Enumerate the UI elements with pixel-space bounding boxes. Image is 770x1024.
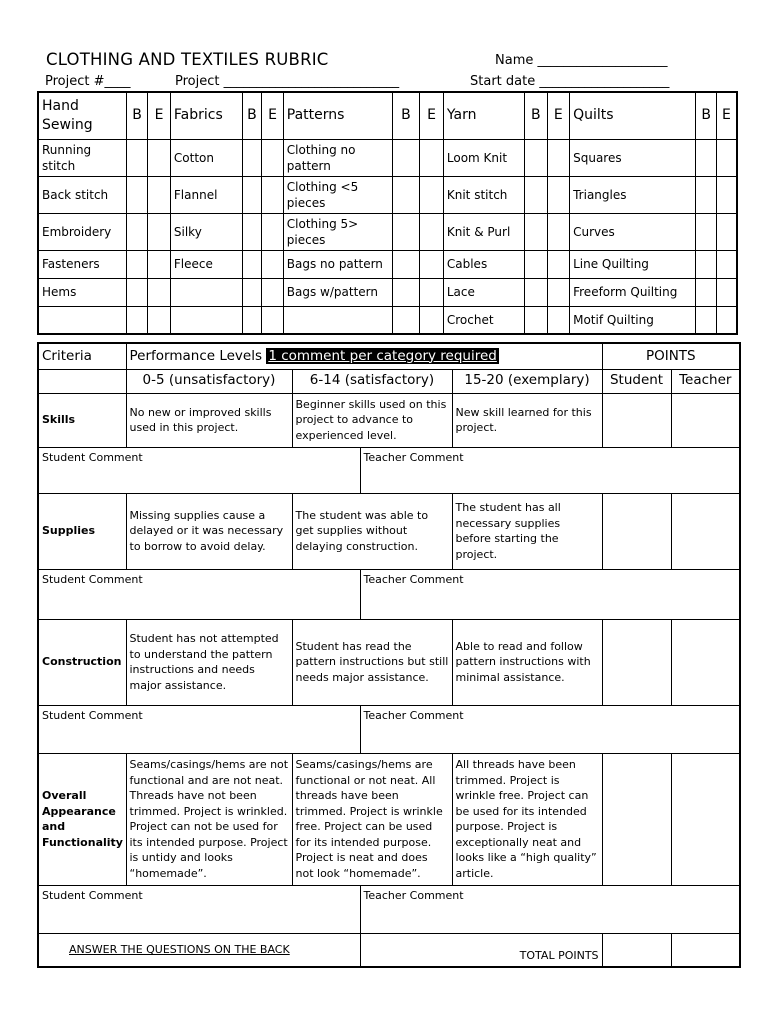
comment-row [38,447,740,493]
skill-item: Line Quilting [570,250,696,278]
points-header: POINTS [602,343,740,369]
skills-row [38,250,737,278]
b-checkbox[interactable] [392,139,420,176]
comment-row [38,705,740,753]
level-desc: The student was able to get supplies without delaying construction. [292,493,452,569]
e-checkbox[interactable] [547,139,570,176]
b-checkbox[interactable] [242,139,262,176]
b-checkbox[interactable] [696,250,717,278]
b-checkbox[interactable] [126,250,148,278]
category-header-fabrics: Fabrics [170,92,242,139]
level-desc: Beginner skills used on this project to advance to experienced level. [292,393,452,447]
e-checkbox[interactable] [716,278,737,306]
performance-levels-header [126,343,602,369]
student-comment-box[interactable]: Student Comment [38,447,360,493]
e-checkbox[interactable] [716,213,737,250]
criteria-header: Criteria [38,343,126,369]
criterion-row-supplies [38,493,740,569]
skill-item: Bags w/pattern [283,278,392,306]
skill-item: Motif Quilting [570,306,696,334]
level-satisfactory: 6-14 (satisfactory) [292,369,452,393]
criterion-name: Supplies [38,493,126,569]
student-points-cell[interactable] [602,393,671,447]
b-checkbox[interactable] [392,250,420,278]
criterion-row-construction [38,619,740,705]
skill-item: Embroidery [38,213,126,250]
e-checkbox[interactable] [420,139,444,176]
teacher-points-cell[interactable] [671,753,740,885]
footer-note-cell [38,933,360,967]
e-checkbox[interactable] [420,213,444,250]
student-comment-box[interactable]: Student Comment [38,705,360,753]
level-unsatisfactory: 0-5 (unsatisfactory) [126,369,292,393]
level-desc: Seams/casings/hems are functional or not neat. All threads have been trimmed. Project is wrinkle free. Project can be used for its intended purpose. Project is neat and does not look “homemade”. [292,753,452,885]
student-points-cell[interactable] [602,753,671,885]
e-checkbox[interactable] [716,306,737,334]
skill-item: Crochet [443,306,524,334]
project-field[interactable]: Project ___________________________ [175,74,400,89]
e-checkbox[interactable] [262,278,284,306]
b-checkbox[interactable] [524,139,547,176]
e-checkbox[interactable] [262,306,284,334]
skills-row [38,278,737,306]
e-checkbox[interactable] [148,306,171,334]
skill-item: Freeform Quilting [570,278,696,306]
teacher-comment-box[interactable]: Teacher Comment [360,705,740,753]
level-exemplary: 15-20 (exemplary) [452,369,602,393]
answer-back-note: ANSWER THE QUESTIONS ON THE BACK [69,943,290,956]
skill-item [38,306,126,334]
skill-item: Bags no pattern [283,250,392,278]
b-checkbox[interactable] [392,306,420,334]
e-checkbox[interactable] [262,250,284,278]
b-checkbox[interactable] [392,278,420,306]
teacher-points-cell[interactable] [671,493,740,569]
skill-item: Silky [170,213,242,250]
skill-item: Clothing <5 pieces [283,176,392,213]
level-desc: Able to read and follow pattern instructions with minimal assistance. [452,619,602,705]
skills-row [38,306,737,334]
teacher-comment-box[interactable]: Teacher Comment [360,569,740,619]
e-header: E [547,92,570,139]
e-checkbox[interactable] [716,176,737,213]
criterion-row-skills [38,393,740,447]
skill-item: Fasteners [38,250,126,278]
criterion-row-overall [38,753,740,885]
student-comment-box[interactable]: Student Comment [38,885,360,933]
b-header: B [392,92,420,139]
e-checkbox[interactable] [547,278,570,306]
e-checkbox[interactable] [148,278,171,306]
category-header-quilts: Quilts [570,92,696,139]
e-checkbox[interactable] [547,176,570,213]
skill-item: Knit & Purl [443,213,524,250]
category-header-patterns: Patterns [283,92,392,139]
skill-item: Hems [38,278,126,306]
b-checkbox[interactable] [696,278,717,306]
e-header: E [420,92,444,139]
e-checkbox[interactable] [547,213,570,250]
teacher-comment-box[interactable]: Teacher Comment [360,885,740,933]
project-number-field[interactable]: Project #____ [45,74,131,89]
skill-item: Loom Knit [443,139,524,176]
e-checkbox[interactable] [420,306,444,334]
b-checkbox[interactable] [126,139,148,176]
b-header: B [524,92,547,139]
skill-item: Curves [570,213,696,250]
b-checkbox[interactable] [696,176,717,213]
skill-item: Back stitch [38,176,126,213]
e-checkbox[interactable] [148,213,171,250]
criterion-name: Construction [38,619,126,705]
b-checkbox[interactable] [696,139,717,176]
start-date-field[interactable]: Start date ____________________ [470,74,670,89]
teacher-total-cell[interactable] [671,933,740,967]
blank-cell [38,369,126,393]
rubric-header-row [38,343,740,369]
b-header: B [696,92,717,139]
b-checkbox[interactable] [392,213,420,250]
e-header: E [716,92,737,139]
total-row [38,933,740,967]
e-checkbox[interactable] [716,139,737,176]
student-comment-box[interactable]: Student Comment [38,569,360,619]
b-checkbox[interactable] [242,278,262,306]
skill-item: Flannel [170,176,242,213]
e-checkbox[interactable] [420,250,444,278]
page-title: CLOTHING AND TEXTILES RUBRIC [46,50,329,69]
skill-item: Fleece [170,250,242,278]
teacher-points-cell[interactable] [671,619,740,705]
b-checkbox[interactable] [524,176,547,213]
b-checkbox[interactable] [696,306,717,334]
category-header-hand-sewing: Hand Sewing [38,92,126,139]
skill-item: Clothing no pattern [283,139,392,176]
e-checkbox[interactable] [547,306,570,334]
rubric-table [37,342,741,968]
skills-row [38,213,737,250]
level-desc: Student has not attempted to understand the pattern instructions and needs major assistance. [126,619,292,705]
skills-row [38,176,737,213]
level-desc: All threads have been trimmed. Project is wrinkle free. Project can be used for its intended purpose. Project is exceptionally neat and looks like a “high quality” article. [452,753,602,885]
comment-row [38,885,740,933]
e-checkbox[interactable] [420,176,444,213]
skill-item: Running stitch [38,139,126,176]
skill-item: Squares [570,139,696,176]
name-field[interactable]: Name ____________________ [495,53,668,68]
skill-item [170,306,242,334]
b-checkbox[interactable] [242,250,262,278]
level-desc: No new or improved skills used in this project. [126,393,292,447]
b-checkbox[interactable] [242,213,262,250]
b-checkbox[interactable] [524,213,547,250]
skill-item [283,306,392,334]
teacher-comment-box[interactable]: Teacher Comment [360,447,740,493]
student-points-cell[interactable] [602,493,671,569]
teacher-points-header: Teacher [671,369,740,393]
b-checkbox[interactable] [126,213,148,250]
b-checkbox[interactable] [392,176,420,213]
b-checkbox[interactable] [126,306,148,334]
e-checkbox[interactable] [148,176,171,213]
skill-item: Knit stitch [443,176,524,213]
e-header: E [262,92,284,139]
b-checkbox[interactable] [524,306,547,334]
b-checkbox[interactable] [242,176,262,213]
b-checkbox[interactable] [242,306,262,334]
e-checkbox[interactable] [420,278,444,306]
performance-levels-label: Performance Levels [129,347,263,364]
comment-row [38,569,740,619]
skills-row [38,139,737,176]
criterion-name: Overall Appearance and Functionality [38,753,126,885]
criterion-name: Skills [38,393,126,447]
e-checkbox[interactable] [547,250,570,278]
b-checkbox[interactable] [524,250,547,278]
e-checkbox[interactable] [716,250,737,278]
skill-item: Cables [443,250,524,278]
e-checkbox[interactable] [148,250,171,278]
required-note: 1 comment per category required [268,347,497,364]
b-checkbox[interactable] [696,213,717,250]
skill-item: Cotton [170,139,242,176]
skill-item: Lace [443,278,524,306]
b-header: B [242,92,262,139]
level-desc: The student has all necessary supplies before starting the project. [452,493,602,569]
skills-header-row [38,92,737,139]
levels-row [38,369,740,393]
level-desc: Student has read the pattern instructions but still needs major assistance. [292,619,452,705]
student-points-header: Student [602,369,671,393]
skill-item: Triangles [570,176,696,213]
e-header: E [148,92,171,139]
b-checkbox[interactable] [524,278,547,306]
level-desc: New skill learned for this project. [452,393,602,447]
b-checkbox[interactable] [126,176,148,213]
level-desc: Missing supplies cause a delayed or it was necessary to borrow to avoid delay. [126,493,292,569]
e-checkbox[interactable] [262,139,284,176]
level-desc: Seams/casings/hems are not functional and are not neat. Threads have not been trimmed. Project is wrinkled. Project can not be used for its intended purpose. Project is untidy and looks “homemade”. [126,753,292,885]
student-total-cell[interactable] [602,933,671,967]
b-header: B [126,92,148,139]
e-checkbox[interactable] [262,213,284,250]
skill-item: Clothing 5> pieces [283,213,392,250]
total-points-label: TOTAL POINTS [360,933,602,967]
skills-checklist-table [37,91,738,335]
e-checkbox[interactable] [262,176,284,213]
b-checkbox[interactable] [126,278,148,306]
e-checkbox[interactable] [148,139,171,176]
category-header-yarn: Yarn [443,92,524,139]
teacher-points-cell[interactable] [671,393,740,447]
student-points-cell[interactable] [602,619,671,705]
skill-item [170,278,242,306]
